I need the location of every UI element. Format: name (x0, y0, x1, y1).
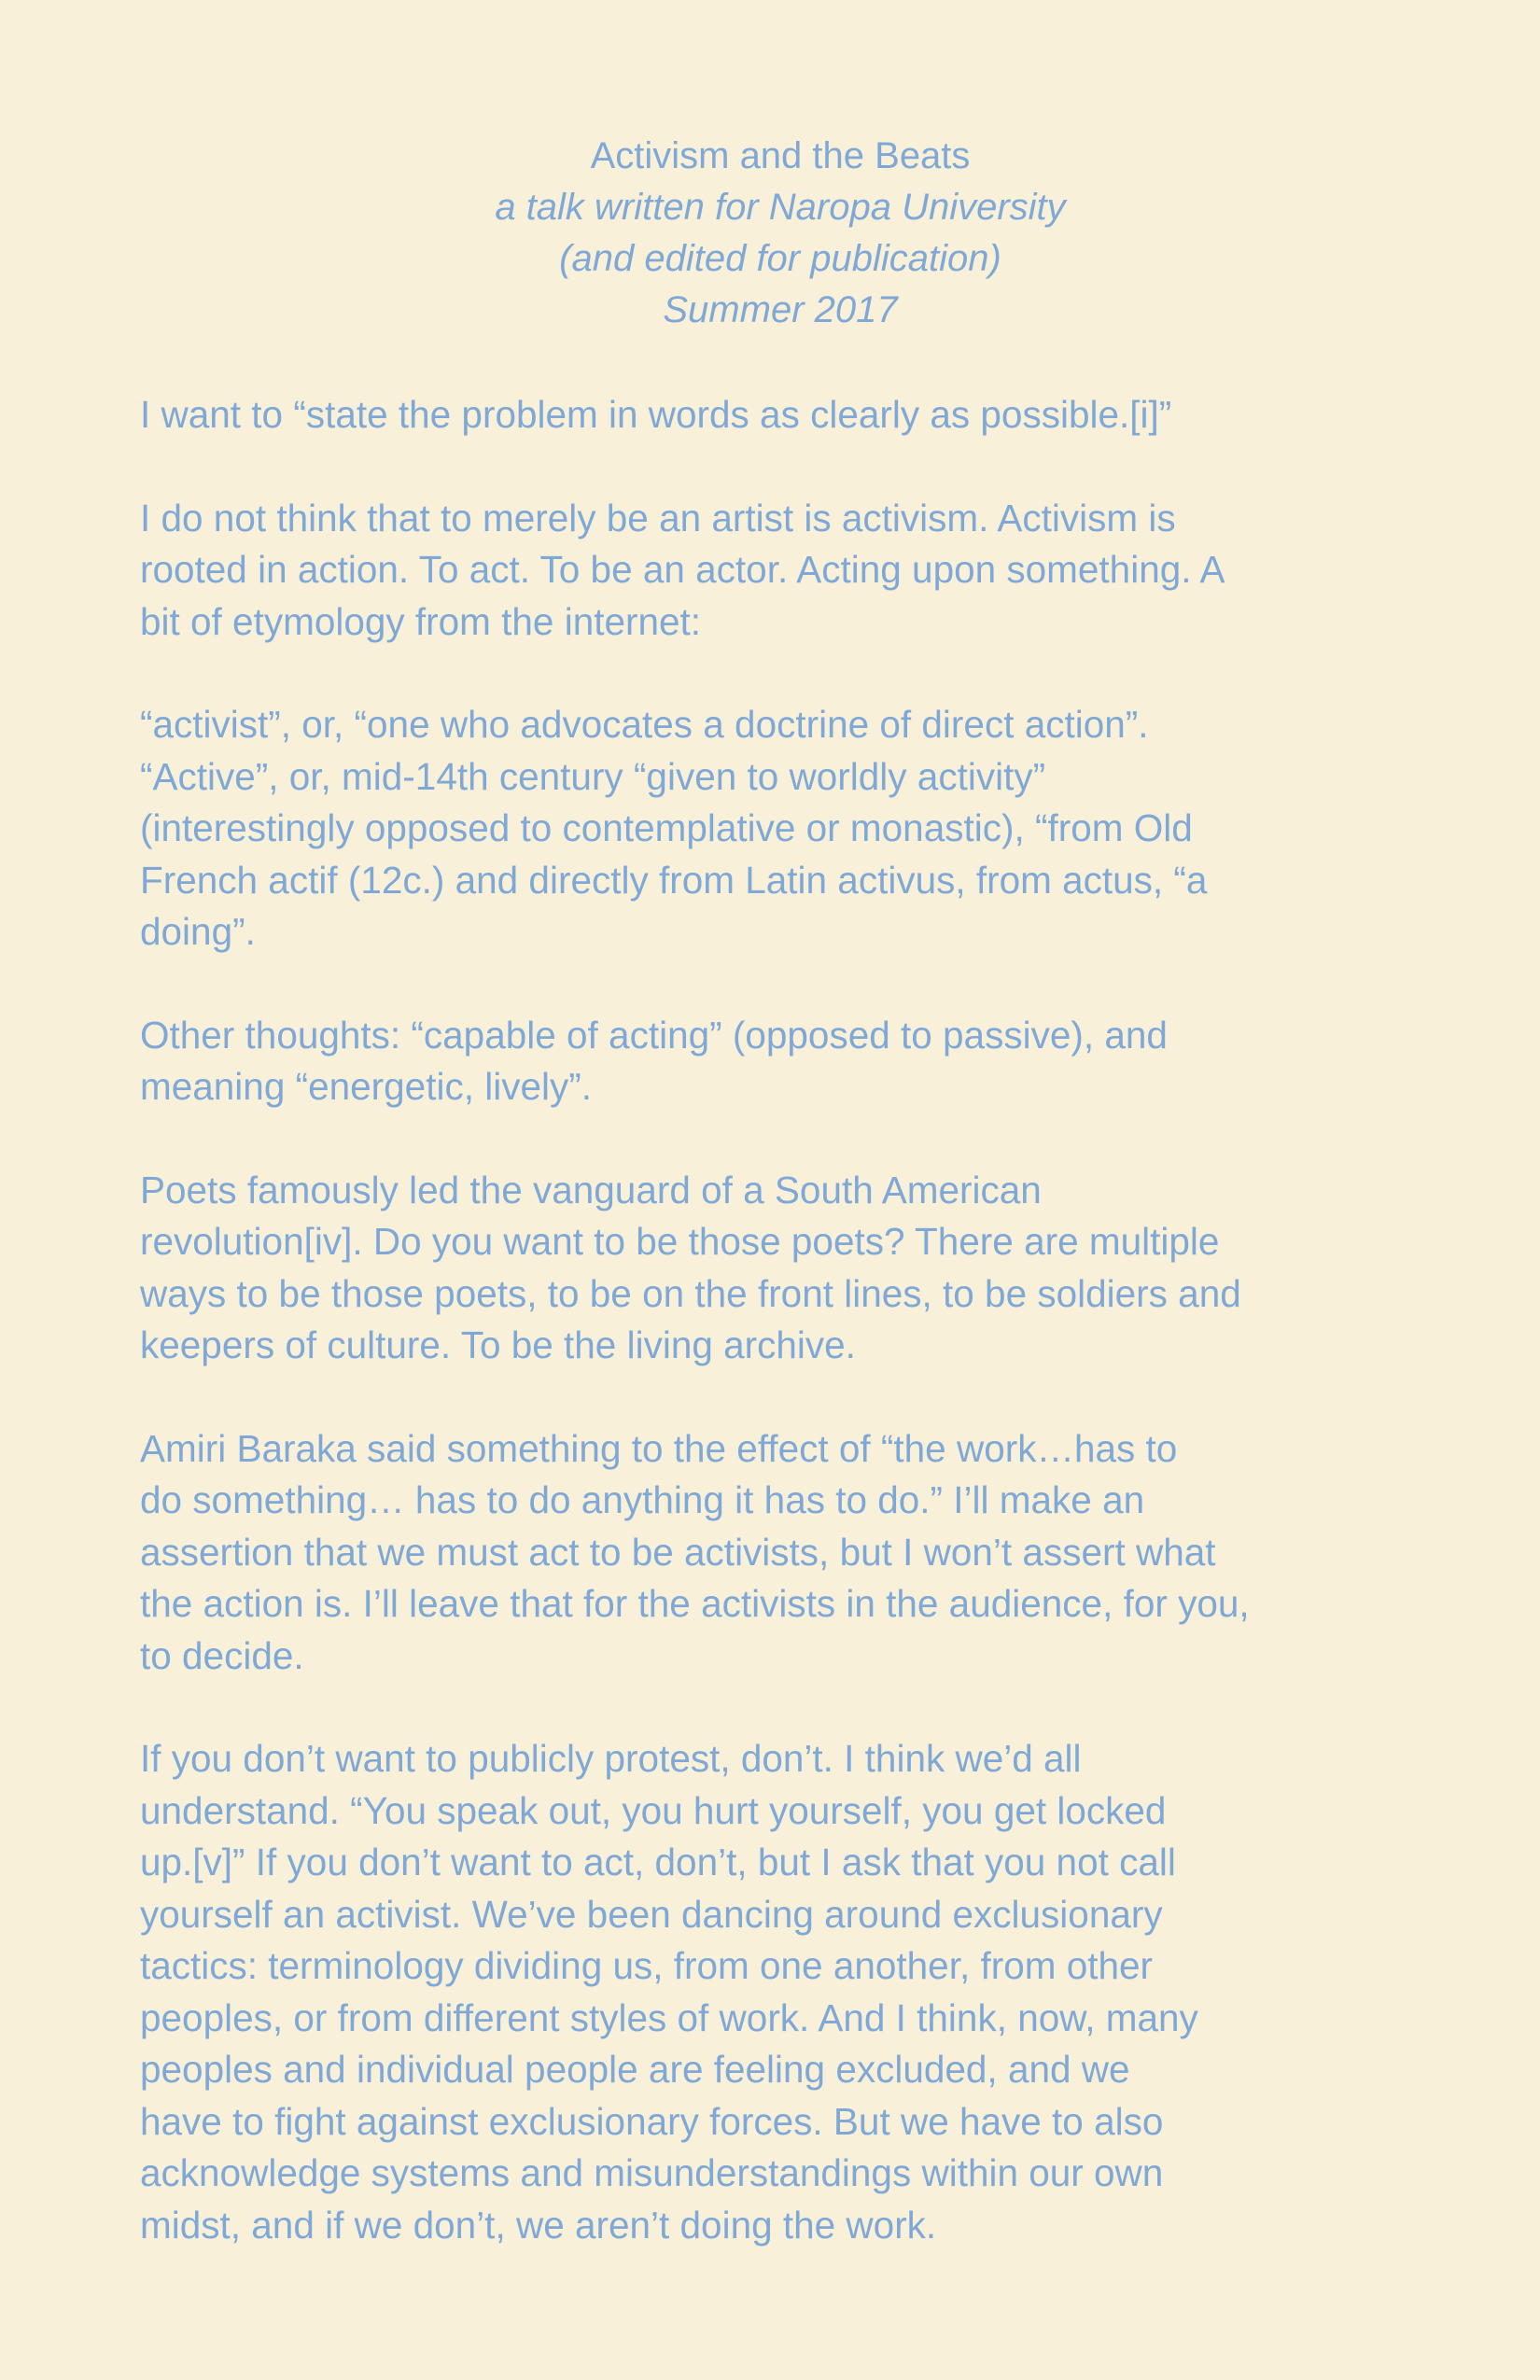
document-header (0, 131, 1540, 336)
paragraph-5: Poets famously led the vanguard of a South American revolution[iv]. Do you want to be those poets? There are multiple ways to be those poets, to be on the front lines, to be soldiers and keepers of culture. To be the living archive. (140, 1168, 1241, 1366)
paragraph-3: “activist”, or, “one who advocates a doctrine of direct action”. “Active”, or, mid-14th century “given to worldly activity” (interestingly opposed to contemplative or monastic), “from Old French actif (12c.) and directly from Latin activus, from actus, “a doing”. (140, 703, 1208, 953)
document-subtitle: a talk written for Naropa University (495, 187, 1066, 228)
paragraph-7: If you don’t want to publicly protest, don’t. I think we’d all understand. “You speak out, you hurt yourself, you get locked up.[v]” If you don’t want to act, don’t, but I ask that you not call yourself an activist. We’ve been dancing around exclusionary tactics: terminology dividing us, from one another, from other peoples, or from different styles of work. And I think, now, many peoples and individual people are feeling excluded, and we have to fight against exclusionary forces. But we have to also acknowledge systems and misunderstandings within our own midst, and if we don’t, we aren’t doing the work. (140, 1737, 1198, 2247)
paragraph-2: I do not think that to merely be an artist is activism. Activism is rooted in action. To act. To be an actor. Acting upon something. A bit of etymology from the internet: (140, 496, 1225, 643)
paragraph-1: I want to “state the problem in words as clearly as possible.[i]” (140, 393, 1172, 436)
document-body (140, 389, 1405, 2251)
document-date: Summer 2017 (663, 289, 898, 330)
paragraph-6: Amiri Baraka said something to the effect of “the work…has to do something… has to do anything it has to do.” I’ll make an assertion that we must act to be activists, but I won’t assert what the action is. I’ll leave that for the activists in the audience, for you, to decide. (140, 1426, 1250, 1677)
paragraph-4: Other thoughts: “capable of acting” (opposed to passive), and meaning “energetic, lively”. (140, 1013, 1168, 1108)
document-title: Activism and the Beats (590, 135, 971, 176)
document-note: (and edited for publication) (559, 238, 1001, 279)
